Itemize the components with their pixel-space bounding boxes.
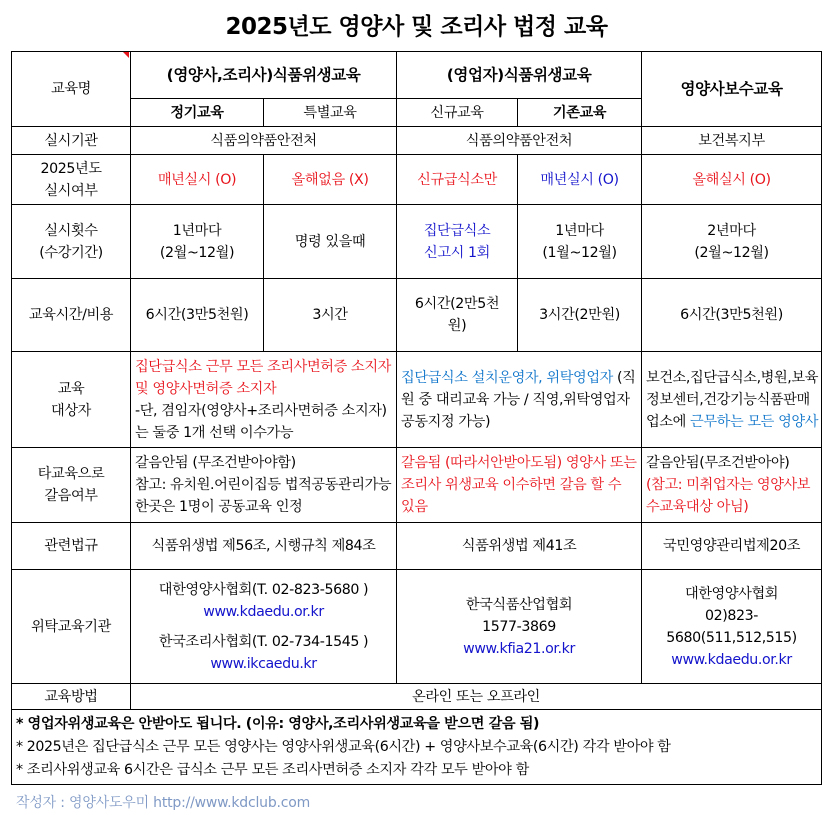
ikcaedu-link[interactable]: www.ikcaedu.kr [210, 655, 317, 672]
kdaedu-link[interactable]: www.kdaedu.or.kr [203, 603, 324, 620]
row-label-institution: 위탁교육기관 [12, 570, 131, 684]
header-education-name: 교육명 [12, 52, 131, 127]
header-sub-existing: 기존교육 [518, 99, 642, 127]
note-2: * 2025년은 집단급식소 근무 모든 영양사는 영양사위생교육(6시간) + 영양사보수교육(6시간) 각각 받아야 함 [16, 738, 671, 755]
row-label-method: 교육방법 [12, 684, 131, 710]
header-sub-regular: 정기교육 [131, 99, 264, 127]
law-food-sanitation-56: 식품위생법 제56조, 시행규칙 제84조 [131, 523, 397, 570]
author-credit[interactable]: 작성자 : 영양사도우미 http://www.kdclub.com [16, 795, 311, 811]
institution-business: 한국식품산업협회 1577-3869 www.kfia21.or.kr [397, 570, 642, 684]
substitute-business: 갈음됨 (따라서안받아도됨) 영양사 또는 조리사 위생교육 이수하면 갈음 할 수 있음 [397, 448, 642, 523]
frequency-existing: 1년마다 (1월~12월) [518, 205, 642, 279]
note-3: * 조리사위생교육 6시간은 급식소 근무 모든 조리사면허증 소지자 각각 모두 받아야 함 [16, 761, 529, 778]
status-regular: 매년실시 (O) [131, 155, 264, 205]
note-1: * 영업자위생교육은 안받아도 됩니다. (이유: 영양사,조리사위생교육을 받으면 갈음 됨) [16, 715, 540, 732]
page-title: 2025년도 영양사 및 조리사 법정 교육 [225, 14, 608, 40]
target-business-operator-note: (직원 중 대리교육 가능 / 직영,위탁영업자 공동지정 가능) [401, 369, 636, 430]
target-business-operator [397, 352, 642, 448]
frequency-special: 명령 있을때 [264, 205, 397, 279]
row-label-agency: 실시기관 [12, 127, 131, 155]
header-group-nutritionist-refresher: 영양사보수교육 [642, 52, 822, 127]
time-cost-refresher: 6시간(3만5천원) [642, 279, 822, 352]
method-value: 온라인 또는 오프라인 [131, 684, 822, 710]
target-cook-nutritionist [131, 352, 397, 448]
target-business-operator-main: 집단급식소 설치운영자, 위탁영업자 [401, 369, 613, 386]
row-label-substitute: 타교육으로 갈음여부 [12, 448, 131, 523]
time-cost-new: 6시간(2만5천 원) [397, 279, 518, 352]
target-cook-nutritionist-main: 집단급식소 근무 모든 조리사면허증 소지자 및 영양사면허증 소지자 [135, 358, 391, 397]
header-group-food-hygiene-business: (영업자)식품위생교육 [397, 52, 642, 99]
institution-refresher: 대한영양사협회 02)823- 5680(511,512,515) www.kdaedu.or.kr [642, 570, 822, 684]
row-label-frequency: 실시횟수 (수강기간) [12, 205, 131, 279]
law-national-nutrition: 국민영양관리법제20조 [642, 523, 822, 570]
target-refresher [642, 352, 822, 448]
institution-cook-nutritionist: 대한영양사협회(T. 02-823-5680 ) www.kdaedu.or.kr 한국조리사협회(T. 02-734-1545 ) www.ikcaedu.kr [131, 570, 397, 684]
row-label-time-cost: 교육시간/비용 [12, 279, 131, 352]
substitute-refresher: 갈음안됨(무조건받아야) (참고: 미취업자는 영양사보수교육대상 아님) [642, 448, 822, 523]
status-refresher: 올해실시 (O) [642, 155, 822, 205]
time-cost-existing: 3시간(2만원) [518, 279, 642, 352]
status-special: 올해없음 (X) [264, 155, 397, 205]
agency-food-safety-business: 식품의약품안전처 [397, 127, 642, 155]
status-new: 신규급식소만 [397, 155, 518, 205]
row-label-status: 2025년도 실시여부 [12, 155, 131, 205]
header-sub-special: 특별교육 [264, 99, 397, 127]
time-cost-special: 3시간 [264, 279, 397, 352]
target-cook-nutritionist-note: -단, 겸임자(영양사+조리사면허증 소지자)는 둘중 1개 선택 이수가능 [135, 402, 387, 441]
law-food-sanitation-41: 식품위생법 제41조 [397, 523, 642, 570]
frequency-refresher: 2년마다 (2월~12월) [642, 205, 822, 279]
header-group-food-hygiene-cook: (영양사,조리사)식품위생교육 [131, 52, 397, 99]
substitute-cook-nutritionist: 갈음안됨 (무조건받아야함) 참고: 유치원.어린이집등 법적공동관리가능 한곳은 1명이 공동교육 인정 [131, 448, 397, 523]
status-existing: 매년실시 (O) [518, 155, 642, 205]
frequency-new: 집단급식소 신고시 1회 [397, 205, 518, 279]
header-sub-new: 신규교육 [397, 99, 518, 127]
notes [12, 710, 822, 785]
target-refresher-places: 보건소,집단급식소,병원,보육정보센터,건강기능식품판매업소에 [646, 369, 819, 430]
row-label-target: 교육 대상자 [12, 352, 131, 448]
kfia21-link[interactable]: www.kfia21.or.kr [463, 640, 575, 657]
time-cost-regular: 6시간(3만5천원) [131, 279, 264, 352]
kdaedu-link-refresher[interactable]: www.kdaedu.or.kr [671, 651, 792, 668]
agency-food-safety: 식품의약품안전처 [131, 127, 397, 155]
target-refresher-all: 근무하는 모든 영양사 [690, 413, 819, 430]
comment-marker [123, 52, 129, 58]
education-table [11, 51, 822, 785]
frequency-regular: 1년마다 (2월~12월) [131, 205, 264, 279]
row-label-law: 관련법규 [12, 523, 131, 570]
agency-health-welfare: 보건복지부 [642, 127, 822, 155]
